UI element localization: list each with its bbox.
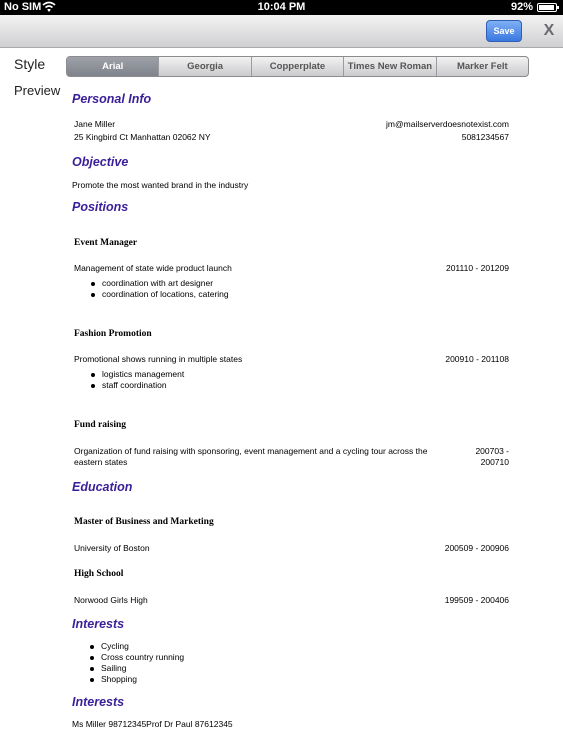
position-dates: 200703 - 200710	[475, 446, 509, 467]
style-label: Style	[14, 56, 46, 72]
references-heading: Interests	[72, 695, 125, 709]
positions-heading: Positions	[72, 200, 129, 214]
name-text: Jane Miller	[74, 119, 116, 129]
list-item: Shopping	[89, 674, 184, 685]
education-institution: University of Boston	[74, 543, 150, 553]
carrier-label: No SIM	[4, 1, 42, 13]
list-item: coordination with art designer	[90, 278, 229, 289]
font-option-marker-felt[interactable]: Marker Felt	[456, 61, 508, 72]
personal-info-heading: Personal Info	[72, 92, 152, 106]
font-option-georgia[interactable]: Georgia	[159, 57, 251, 76]
toolbar	[0, 15, 563, 48]
address-text: 25 Kingbird Ct Manhattan 02062 NY	[74, 132, 211, 142]
education-title: Master of Business and Marketing	[74, 517, 214, 527]
education-institution: Norwood Girls High	[74, 595, 148, 605]
interests-heading: Interests	[72, 617, 125, 631]
list-item: Sailing	[89, 663, 184, 674]
education-title: High School	[74, 569, 124, 579]
position-title: Fund raising	[74, 420, 127, 430]
save-button[interactable]: Save	[486, 20, 522, 42]
position-title: Event Manager	[74, 238, 138, 248]
position-dates: 201110 - 201209	[445, 263, 509, 273]
font-option-arial[interactable]: Arial	[67, 57, 159, 76]
list-item: staff coordination	[90, 380, 184, 391]
status-bar	[0, 0, 563, 15]
education-heading: Education	[72, 480, 133, 494]
position-dates: 200910 - 201108	[445, 354, 509, 364]
position-description: Promotional shows running in multiple states	[74, 354, 243, 364]
position-bullets	[90, 278, 229, 300]
battery-fill	[539, 5, 554, 10]
objective-text: Promote the most wanted brand in the industry	[72, 180, 249, 190]
font-segmented-control	[66, 56, 529, 77]
list-item: logistics management	[90, 369, 184, 380]
list-item: Cross country running	[89, 652, 184, 663]
battery-percent: 92%	[510, 1, 533, 13]
education-dates: 199509 - 200406	[444, 595, 509, 605]
references-text: Ms Miller 98712345Prof Dr Paul 87612345	[72, 719, 233, 729]
position-description: Organization of fund raising with sponsoring, event management and a cycling tour across the eastern states	[74, 446, 428, 467]
position-title: Fashion Promotion	[74, 329, 152, 339]
font-option-copperplate[interactable]: Copperplate	[252, 57, 344, 76]
font-option-times-new-roman[interactable]: Times New Roman	[344, 57, 436, 76]
position-bullets	[90, 369, 184, 391]
preview-label: Preview	[14, 83, 61, 98]
list-item: Cycling	[89, 641, 184, 652]
email-text: jm@mailserverdoesnotexist.com	[386, 119, 509, 129]
phone-text: 5081234567	[461, 132, 509, 142]
position-description: Management of state wide product launch	[74, 263, 232, 273]
objective-heading: Objective	[72, 155, 129, 169]
education-dates: 200509 - 200906	[444, 543, 509, 553]
clock: 10:04 PM	[257, 1, 306, 13]
battery-icon	[537, 3, 557, 12]
close-button[interactable]: X	[543, 22, 555, 39]
interests-list	[89, 641, 184, 685]
list-item: coordination of locations, catering	[90, 289, 229, 300]
